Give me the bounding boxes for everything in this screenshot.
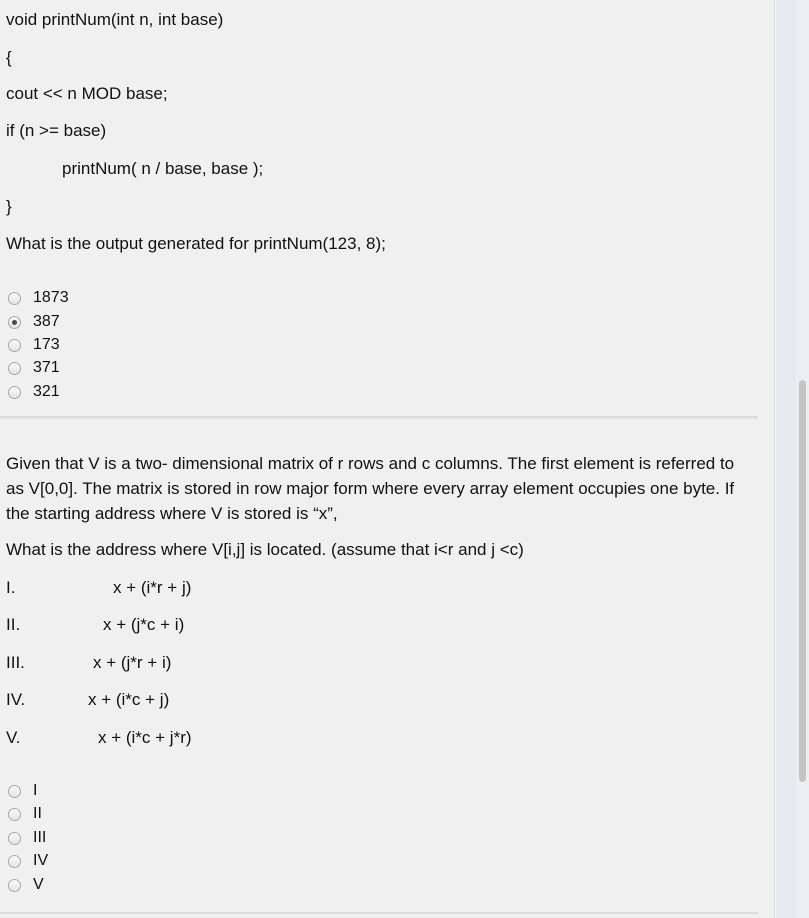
option-1873[interactable] xyxy=(8,288,69,308)
option-321[interactable] xyxy=(8,382,60,402)
radio-button-selected[interactable] xyxy=(8,316,21,329)
question-2-paragraph: Given that V is a two- dimensional matrix of r rows and c columns. The first element is referred to as V[0,0]. The matrix is stored in row major form where every array element occupies one byte. If the starting address where V is stored is “x”, xyxy=(6,454,735,523)
radio-button[interactable] xyxy=(8,879,21,892)
option-label: 387 xyxy=(33,313,60,330)
question-1 xyxy=(0,0,758,416)
radio-button[interactable] xyxy=(8,362,21,375)
option-II[interactable] xyxy=(8,804,42,824)
choice-formula-3: x + (j*r + i) xyxy=(93,653,172,672)
radio-button[interactable] xyxy=(8,785,21,798)
option-V[interactable] xyxy=(8,875,44,895)
question-2 xyxy=(0,418,758,918)
choice-numeral-3: III. xyxy=(6,653,25,672)
code-line-4: if (n >= base) xyxy=(6,121,107,140)
choice-formula-1: x + (i*r + j) xyxy=(113,578,192,597)
code-line-1: void printNum(int n, int base) xyxy=(6,10,224,29)
option-label: I xyxy=(33,782,38,799)
choice-formula-5: x + (i*c + j*r) xyxy=(98,728,192,747)
code-line-2: { xyxy=(6,48,12,67)
option-IV[interactable] xyxy=(8,851,48,871)
bottom-divider xyxy=(0,912,758,914)
option-label: 371 xyxy=(33,359,60,376)
option-label: II xyxy=(33,805,42,822)
scrollbar-thumb[interactable] xyxy=(799,380,806,782)
choice-formula-2: x + (j*c + i) xyxy=(103,615,185,634)
code-line-5: printNum( n / base, base ); xyxy=(62,159,264,178)
radio-button[interactable] xyxy=(8,339,21,352)
radio-button[interactable] xyxy=(8,808,21,821)
question-1-prompt: What is the output generated for printNum(123, 8); xyxy=(6,234,386,253)
option-label: 1873 xyxy=(33,289,69,306)
option-label: 321 xyxy=(33,383,60,400)
choice-numeral-5: V. xyxy=(6,728,21,747)
code-line-6: } xyxy=(6,197,12,216)
option-I[interactable] xyxy=(8,781,37,801)
option-387[interactable] xyxy=(8,312,60,332)
option-label: IV xyxy=(33,852,49,869)
radio-button[interactable] xyxy=(8,832,21,845)
code-line-3: cout << n MOD base; xyxy=(6,84,168,103)
choice-numeral-2: II. xyxy=(6,615,21,634)
radio-button[interactable] xyxy=(8,855,21,868)
radio-button[interactable] xyxy=(8,386,21,399)
option-label: III xyxy=(33,829,47,846)
option-label: V xyxy=(33,876,44,893)
option-label: 173 xyxy=(33,336,60,353)
choice-numeral-4: IV. xyxy=(6,690,26,709)
option-371[interactable] xyxy=(8,358,60,378)
question-2-prompt: What is the address where V[i,j] is located. (assume that i<r and j <c) xyxy=(6,540,524,559)
radio-button[interactable] xyxy=(8,292,21,305)
choice-numeral-1: I. xyxy=(6,578,16,597)
option-173[interactable] xyxy=(8,335,60,355)
option-III[interactable] xyxy=(8,828,46,848)
choice-formula-4: x + (i*c + j) xyxy=(88,690,170,709)
